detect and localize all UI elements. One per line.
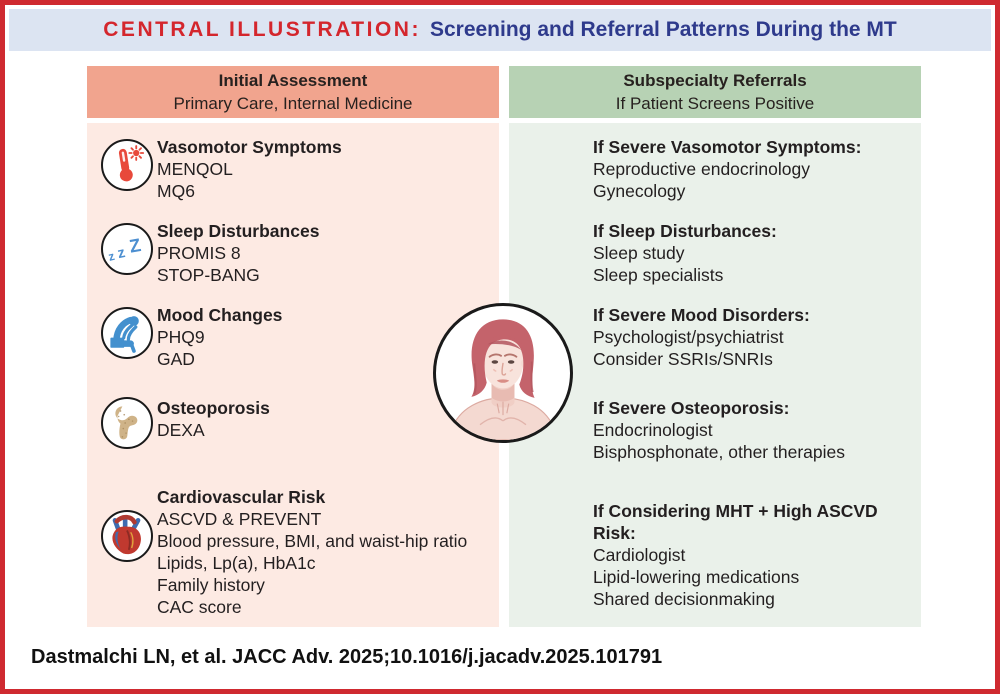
right-header-subtitle: If Patient Screens Positive bbox=[615, 94, 815, 113]
left-header-subtitle: Primary Care, Internal Medicine bbox=[173, 94, 413, 113]
referral-line: Shared decisionmaking bbox=[593, 589, 775, 609]
referral-block-mood bbox=[593, 304, 921, 370]
item-line: MQ6 bbox=[157, 181, 195, 201]
figure-title-label: CENTRAL ILLUSTRATION: bbox=[103, 18, 421, 41]
referral-line: Cardiologist bbox=[593, 545, 686, 565]
referral-block-sleep bbox=[593, 220, 921, 286]
item-line: MENQOL bbox=[157, 159, 233, 179]
citation-text: Dastmalchi LN, et al. JACC Adv. 2025;10.1016/j.jacadv.2025.101791 bbox=[31, 646, 663, 668]
referral-title: If Severe Mood Disorders: bbox=[593, 305, 810, 325]
woman-portrait-circle bbox=[433, 303, 573, 443]
list-item-vasomotor bbox=[87, 136, 499, 202]
list-item-cardiovascular bbox=[87, 486, 499, 618]
item-title: Vasomotor Symptoms bbox=[157, 137, 342, 157]
item-line: GAD bbox=[157, 349, 195, 369]
item-title: Osteoporosis bbox=[157, 398, 270, 418]
referral-title: If Considering MHT + High ASCVD Risk: bbox=[593, 501, 878, 543]
referral-title: If Severe Osteoporosis: bbox=[593, 398, 790, 418]
referral-line: Reproductive endocrinology bbox=[593, 159, 810, 179]
list-item-osteoporosis bbox=[87, 397, 499, 449]
item-line: DEXA bbox=[157, 420, 205, 440]
item-line: PHQ9 bbox=[157, 327, 205, 347]
item-line: PROMIS 8 bbox=[157, 243, 241, 263]
referral-line: Endocrinologist bbox=[593, 420, 713, 440]
referral-block-vasomotor bbox=[593, 136, 921, 202]
mood-person-icon bbox=[103, 307, 151, 359]
thermometer-sun-icon bbox=[103, 139, 151, 191]
item-line: Family history bbox=[157, 575, 265, 595]
referral-line: Psychologist/psychiatrist bbox=[593, 327, 784, 347]
referral-line: Sleep study bbox=[593, 243, 685, 263]
item-line: CAC score bbox=[157, 597, 242, 617]
figure-title-band bbox=[9, 9, 991, 51]
anatomical-heart-icon bbox=[103, 510, 151, 562]
right-header-title: Subspecialty Referrals bbox=[623, 71, 807, 90]
bone-icon bbox=[103, 397, 151, 449]
referral-title: If Severe Vasomotor Symptoms: bbox=[593, 137, 862, 157]
item-title: Mood Changes bbox=[157, 305, 283, 325]
list-item-sleep bbox=[87, 220, 499, 286]
referral-line: Consider SSRIs/SNRIs bbox=[593, 349, 773, 369]
left-header-title: Initial Assessment bbox=[218, 71, 368, 90]
svg-text:z: z bbox=[106, 248, 117, 264]
referral-line: Sleep specialists bbox=[593, 265, 724, 285]
item-title: Sleep Disturbances bbox=[157, 221, 320, 241]
referral-line: Gynecology bbox=[593, 181, 686, 201]
item-line: Blood pressure, BMI, and waist-hip ratio bbox=[157, 531, 468, 551]
referral-title: If Sleep Disturbances: bbox=[593, 221, 777, 241]
item-title: Cardiovascular Risk bbox=[157, 487, 326, 507]
svg-text:z: z bbox=[116, 244, 127, 263]
svg-text:Z: Z bbox=[127, 233, 143, 257]
item-line: STOP-BANG bbox=[157, 265, 260, 285]
referral-block-mht-ascvd bbox=[593, 500, 921, 610]
referral-block-osteoporosis bbox=[593, 397, 921, 463]
initial-assessment-header bbox=[87, 66, 499, 118]
woman-portrait-illustration bbox=[436, 306, 570, 440]
item-line: ASCVD & PREVENT bbox=[157, 509, 322, 529]
sleep-zzz-icon bbox=[103, 223, 151, 275]
item-line: Lipids, Lp(a), HbA1c bbox=[157, 553, 316, 573]
referral-line: Lipid-lowering medications bbox=[593, 567, 800, 587]
referral-line: Bisphosphonate, other therapies bbox=[593, 442, 845, 462]
figure-title-text: Screening and Referral Patterns During the MT bbox=[429, 18, 897, 41]
subspecialty-referrals-header bbox=[509, 66, 921, 118]
